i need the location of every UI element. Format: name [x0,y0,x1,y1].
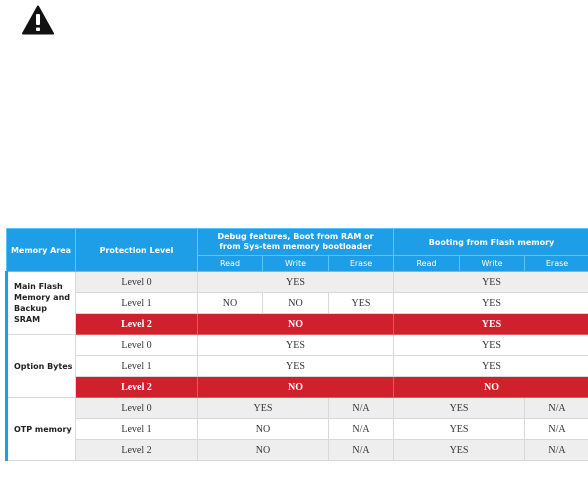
memory-protection-table [5,228,588,461]
header-debug-group: Debug features, Boot from RAM or from Sys-tem memory bootloader [198,229,394,256]
level-cell: Level 2 [76,377,198,398]
debug-erase-cell: N/A [329,440,394,461]
boot-rw-cell: YES [394,419,525,440]
memory-area-cell: Option Bytes [7,335,76,398]
debug-cell: YES [198,335,394,356]
debug-erase-cell: N/A [329,398,394,419]
boot-rw-cell: YES [394,398,525,419]
boot-cell: YES [394,335,588,356]
level-cell: Level 0 [76,272,198,293]
boot-cell: YES [394,314,588,335]
debug-read-cell: NO [198,293,263,314]
table-row [7,398,588,419]
header-debug-read: Read [198,256,263,272]
debug-cell: YES [198,356,394,377]
debug-erase-cell: YES [329,293,394,314]
header-protection-level: Protection Level [76,229,198,272]
header-boot-group: Booting from Flash memory [394,229,588,256]
boot-erase-cell: N/A [525,440,588,461]
header-boot-erase: Erase [525,256,588,272]
table-row [7,293,588,314]
header-boot-write: Write [460,256,525,272]
boot-rw-cell: YES [394,440,525,461]
table-row [7,314,588,335]
table-row [7,356,588,377]
debug-rw-cell: NO [198,440,329,461]
level-cell: Level 1 [76,356,198,377]
header-debug-erase: Erase [329,256,394,272]
header-boot-read: Read [394,256,460,272]
debug-rw-cell: YES [198,398,329,419]
level-cell: Level 1 [76,293,198,314]
debug-cell: YES [198,272,394,293]
memory-area-cell: OTP memory [7,398,76,461]
level-cell: Level 1 [76,419,198,440]
level-cell: Level 0 [76,335,198,356]
memory-area-cell: Main Flash Memory and Backup SRAM [7,272,76,335]
warning-triangle-icon [22,5,54,35]
header-debug-write: Write [263,256,329,272]
boot-cell: YES [394,272,588,293]
level-cell: Level 2 [76,440,198,461]
table-row [7,419,588,440]
debug-cell: NO [198,377,394,398]
boot-erase-cell: N/A [525,398,588,419]
table-row [7,272,588,293]
debug-cell: NO [198,314,394,335]
boot-erase-cell: N/A [525,419,588,440]
debug-write-cell: NO [263,293,329,314]
debug-rw-cell: NO [198,419,329,440]
boot-cell: NO [394,377,588,398]
boot-cell: YES [394,293,588,314]
table-row [7,335,588,356]
level-cell: Level 2 [76,314,198,335]
level-cell: Level 0 [76,398,198,419]
header-memory-area: Memory Area [7,229,76,272]
boot-cell: YES [394,356,588,377]
table-row [7,377,588,398]
debug-erase-cell: N/A [329,419,394,440]
table-row [7,440,588,461]
